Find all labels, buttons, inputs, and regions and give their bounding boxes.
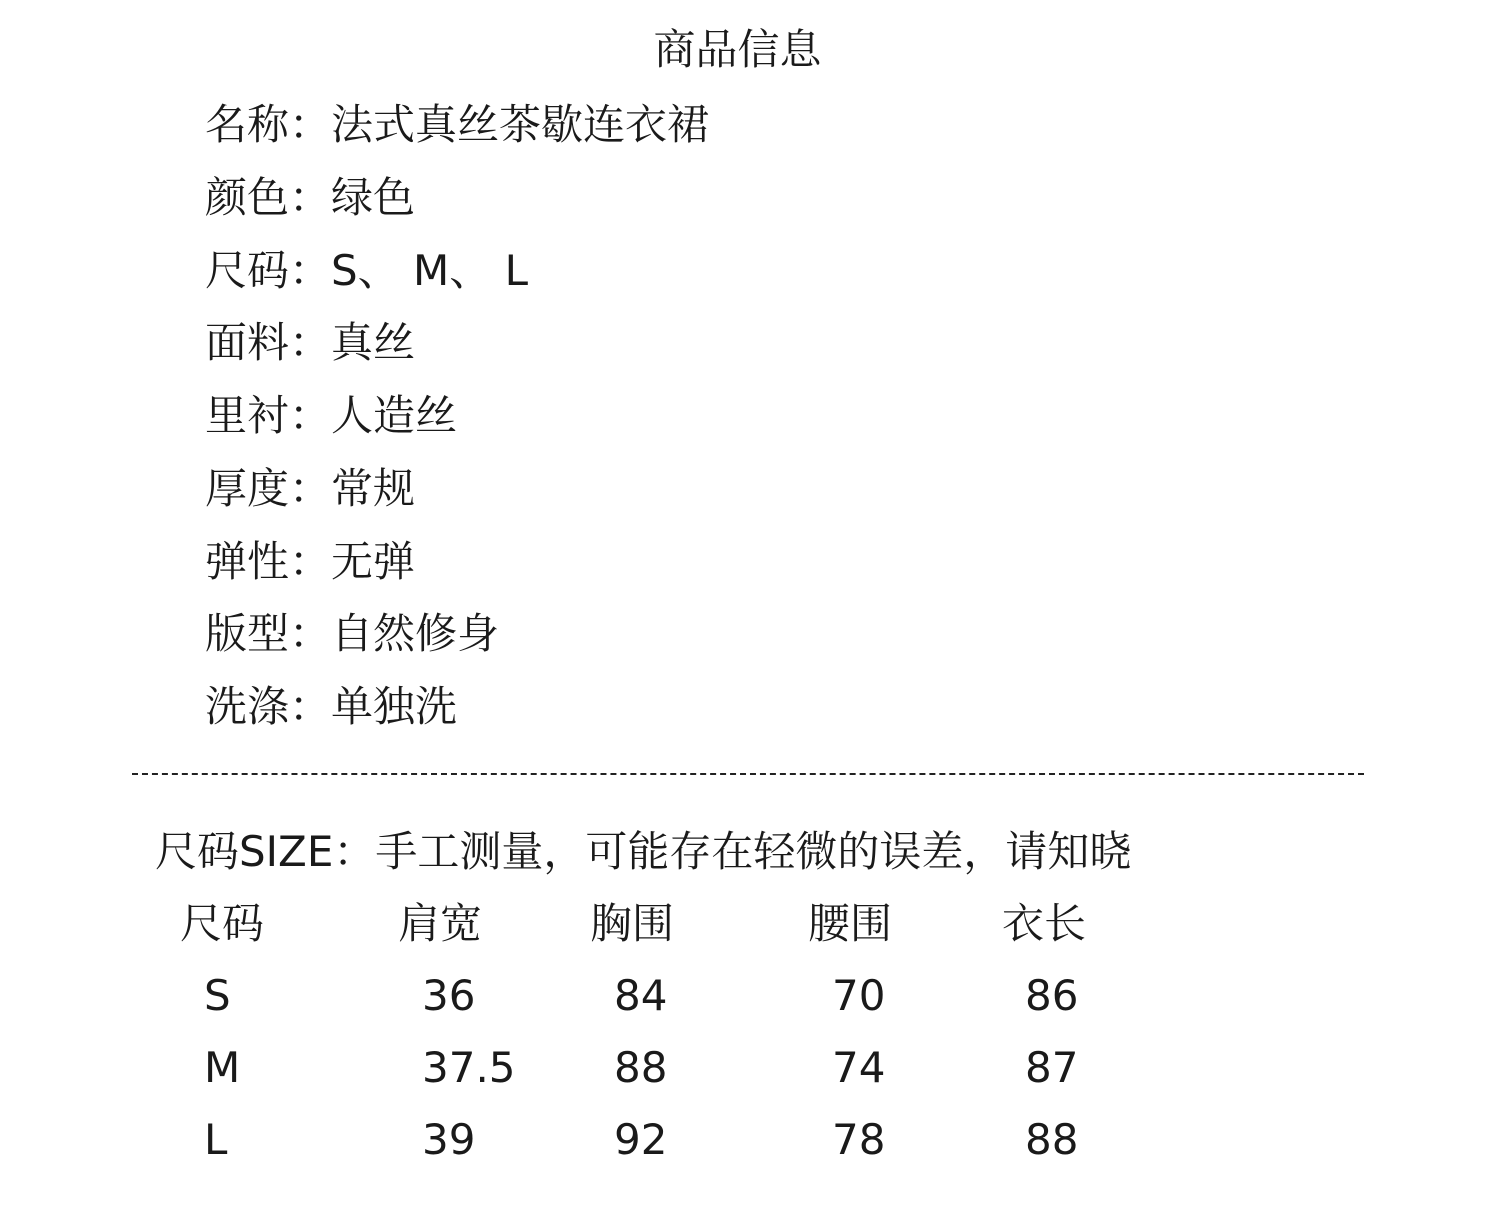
info-label: 尺码： [205, 245, 332, 295]
size-note: 尺码SIZE：手工测量，可能存在轻微的误差，请知晓 [155, 827, 1132, 876]
info-value: 真丝 [331, 318, 416, 368]
table-header-length: 衣长 [1002, 899, 1087, 948]
table-cell: 88 [614, 1043, 668, 1092]
table-cell: 88 [1025, 1115, 1079, 1164]
info-label: 颜色： [205, 172, 332, 222]
table-cell: 39 [422, 1115, 476, 1164]
table-header-size: 尺码 [180, 899, 265, 948]
info-value: 单独洗 [331, 682, 458, 731]
table-cell: 87 [1025, 1043, 1079, 1092]
table-header-chest: 胸围 [590, 899, 675, 948]
table-cell: 70 [832, 971, 886, 1020]
info-value: 绿色 [331, 172, 416, 222]
table-cell: 78 [832, 1115, 886, 1164]
table-cell: 84 [614, 971, 668, 1020]
table-cell: M [204, 1043, 241, 1092]
table-cell: S [204, 971, 231, 1020]
info-value: 法式真丝茶歇连衣裙 [331, 100, 710, 149]
info-label: 面料： [205, 318, 332, 368]
info-label: 弹性： [205, 536, 332, 586]
page-title: 商品信息 [653, 25, 822, 74]
table-cell: 92 [614, 1115, 668, 1164]
table-cell: 74 [832, 1043, 886, 1092]
table-header-shoulder: 肩宽 [398, 899, 483, 948]
table-cell: 37.5 [422, 1043, 516, 1092]
info-label: 名称： [205, 100, 332, 149]
table-cell: L [204, 1115, 228, 1164]
table-cell: 86 [1025, 971, 1079, 1020]
table-header-waist: 腰围 [808, 899, 893, 948]
info-label: 里衬： [205, 391, 332, 440]
info-value: 无弹 [331, 536, 416, 586]
info-value: 自然修身 [331, 609, 500, 659]
info-label: 版型： [205, 609, 332, 659]
info-label: 厚度： [205, 463, 332, 513]
info-value: 人造丝 [331, 391, 458, 440]
info-value: 常规 [331, 463, 416, 513]
info-value: S、 M、 L [331, 245, 529, 295]
table-cell: 36 [422, 971, 476, 1020]
info-label: 洗涤： [205, 682, 332, 731]
